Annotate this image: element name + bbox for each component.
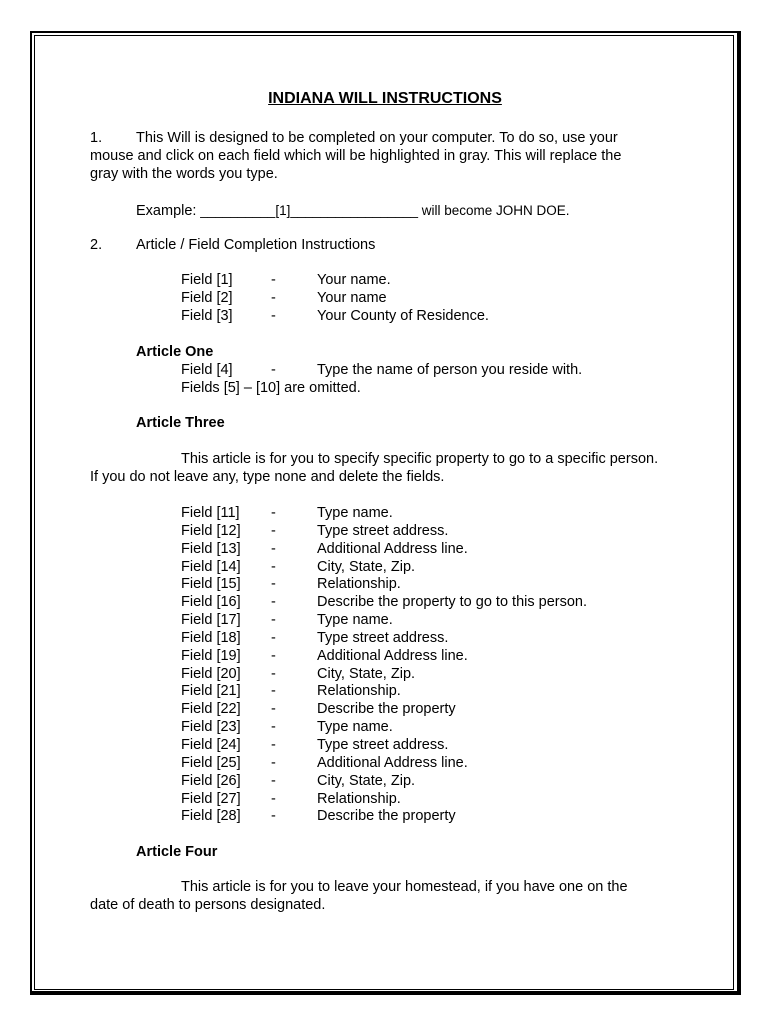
field-description: Additional Address line.	[317, 540, 468, 557]
field-description: Type street address.	[317, 629, 449, 646]
field-description: Relationship.	[317, 790, 401, 807]
field-name: Field [15]	[181, 576, 241, 593]
field-row	[90, 505, 690, 523]
field-description: City, State, Zip.	[317, 665, 416, 682]
article-three-field-list	[90, 505, 690, 826]
field-name: Field [1]	[181, 272, 233, 288]
example-blank-before: __________	[200, 203, 276, 218]
intro-field-list	[90, 272, 690, 326]
article-three-heading: Article Three	[136, 415, 225, 431]
field-dash: -	[271, 505, 276, 521]
field-row	[90, 791, 690, 809]
item-number: 2.	[90, 237, 103, 253]
field-dash: -	[271, 272, 276, 288]
field-name: Field [25]	[181, 754, 241, 771]
field-description: Relationship.	[317, 683, 401, 700]
field-description: Type street address.	[317, 522, 449, 539]
field-row	[90, 272, 690, 290]
field-dash: -	[271, 629, 276, 646]
field-name: Field [28]	[181, 808, 241, 825]
field-dash: -	[271, 307, 276, 324]
article-three-section	[90, 415, 690, 433]
field-dash: -	[271, 719, 276, 736]
document-title: INDIANA WILL INSTRUCTIONS	[268, 90, 502, 107]
example-field-marker: [1]	[275, 203, 291, 218]
field-description: City, State, Zip.	[317, 772, 416, 789]
field-dash: -	[271, 558, 276, 575]
item-text-line: mouse and click on each field which will be highlighted in gray. This will replace the	[90, 147, 622, 164]
field-name: Field [2]	[181, 289, 233, 306]
field-name: Field [17]	[181, 612, 241, 629]
field-name: Field [14]	[181, 558, 241, 575]
field-name: Field [3]	[181, 307, 233, 324]
field-row	[90, 290, 690, 308]
example-line	[90, 202, 690, 221]
field-description: Type name.	[317, 612, 393, 629]
field-name: Field [22]	[181, 701, 241, 718]
instruction-item-1	[90, 130, 690, 183]
instruction-item-2	[90, 237, 690, 255]
field-name: Field [13]	[181, 540, 241, 557]
field-row	[90, 683, 690, 701]
field-dash: -	[271, 576, 276, 593]
field-row	[90, 576, 690, 594]
item-text-line: This Will is designed to be completed on your computer. To do so, use your	[136, 130, 618, 146]
example-result: will become JOHN DOE.	[417, 203, 570, 218]
item-number: 1.	[90, 130, 103, 146]
article-three-paragraph	[90, 451, 690, 487]
field-dash: -	[271, 772, 276, 789]
field-dash: -	[271, 522, 276, 539]
field-row	[90, 308, 690, 326]
field-row	[90, 648, 690, 666]
field-name: Field [24]	[181, 736, 241, 753]
article-one-section	[90, 344, 690, 397]
field-name: Field [21]	[181, 683, 241, 700]
item-text-line: gray with the words you type.	[90, 165, 278, 182]
field-description: Additional Address line.	[317, 754, 468, 771]
field-dash: -	[271, 808, 276, 825]
field-description: Type the name of person you reside with.	[317, 361, 583, 378]
omitted-fields-note: Fields [5] – [10] are omitted.	[181, 379, 361, 396]
field-dash: -	[271, 790, 276, 807]
field-row	[90, 541, 690, 559]
field-dash: -	[271, 647, 276, 664]
field-name: Field [23]	[181, 719, 241, 736]
paragraph-line: date of death to persons designated.	[90, 896, 326, 913]
field-description: Type name.	[317, 505, 393, 521]
field-description: Your County of Residence.	[317, 307, 489, 324]
paragraph-line: If you do not leave any, type none and delete the fields.	[90, 468, 445, 485]
field-dash: -	[271, 665, 276, 682]
field-row	[90, 666, 690, 684]
field-name: Field [12]	[181, 522, 241, 539]
field-row	[90, 755, 690, 773]
article-four-heading: Article Four	[136, 844, 218, 860]
field-row	[90, 719, 690, 737]
field-row	[90, 630, 690, 648]
example-label: Example:	[136, 203, 197, 219]
field-description: Additional Address line.	[317, 647, 468, 664]
field-row	[90, 523, 690, 541]
field-description: Describe the property to go to this person.	[317, 594, 588, 611]
field-description: Describe the property	[317, 701, 456, 718]
field-description: Describe the property	[317, 808, 456, 825]
field-dash: -	[271, 594, 276, 611]
field-name: Field [16]	[181, 594, 241, 611]
field-row	[90, 808, 690, 826]
field-dash: -	[271, 612, 276, 629]
field-dash: -	[271, 754, 276, 771]
field-description: Relationship.	[317, 576, 401, 593]
field-dash: -	[271, 361, 276, 378]
field-row	[90, 701, 690, 719]
field-description: Type name.	[317, 719, 393, 736]
field-dash: -	[271, 683, 276, 700]
paragraph-line: This article is for you to specify specific property to go to a specific person.	[181, 451, 659, 467]
paragraph-line: This article is for you to leave your homestead, if you have one on the	[181, 879, 628, 895]
example-blank-after: _________________	[290, 203, 418, 218]
field-name: Field [26]	[181, 772, 241, 789]
field-row	[90, 559, 690, 577]
field-description: Your name.	[317, 272, 391, 288]
field-row	[90, 362, 690, 380]
field-name: Field [20]	[181, 665, 241, 682]
item-heading: Article / Field Completion Instructions	[136, 237, 376, 253]
field-name: Field [4]	[181, 361, 233, 378]
field-name: Field [27]	[181, 790, 241, 807]
field-name: Field [19]	[181, 647, 241, 664]
field-dash: -	[271, 540, 276, 557]
field-row	[90, 612, 690, 630]
field-row	[90, 594, 690, 612]
field-description: City, State, Zip.	[317, 558, 416, 575]
field-dash: -	[271, 736, 276, 753]
field-name: Field [11]	[181, 505, 240, 521]
field-dash: -	[271, 289, 276, 306]
article-one-heading: Article One	[136, 344, 214, 360]
field-description: Your name	[317, 289, 387, 306]
field-dash: -	[271, 701, 276, 718]
article-four-section	[90, 844, 690, 862]
field-row	[90, 737, 690, 755]
field-row	[90, 773, 690, 791]
article-four-paragraph	[90, 879, 690, 915]
field-description: Type street address.	[317, 736, 449, 753]
field-name: Field [18]	[181, 629, 241, 646]
